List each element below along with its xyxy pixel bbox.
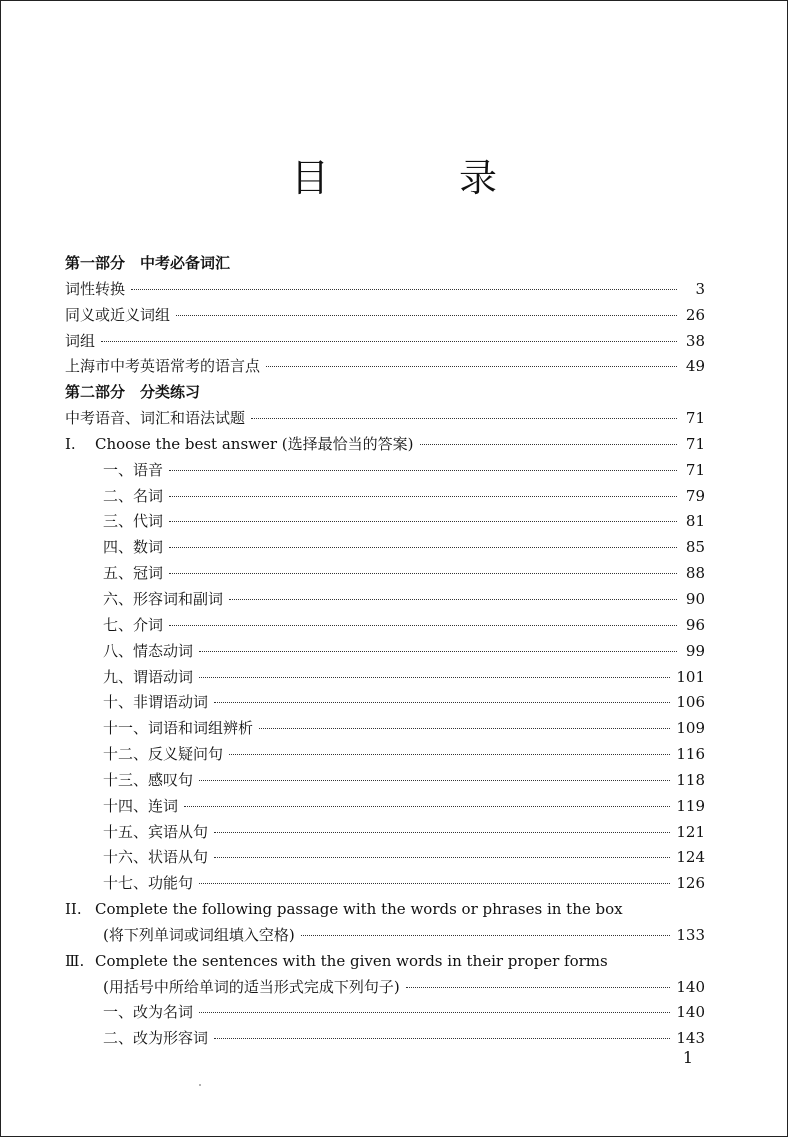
toc-page-number: 71 <box>685 460 705 479</box>
toc-entry <box>65 613 705 639</box>
toc-page-number: 85 <box>685 538 705 557</box>
toc-entry-label: 十、非谓语动词 <box>103 693 209 712</box>
toc-entry-label: 十五、宾语从句 <box>103 822 209 841</box>
toc-entry-label: 四、数词 <box>103 538 164 557</box>
toc-page-number: 121 <box>676 822 705 841</box>
dot-leader <box>199 780 670 781</box>
dot-leader <box>214 1038 670 1039</box>
toc-page-number: 124 <box>676 848 705 867</box>
toc-entry <box>65 975 705 1001</box>
toc-page-number: 90 <box>685 589 705 608</box>
toc-entry <box>65 484 705 510</box>
toc-entry-label: 十六、状语从句 <box>103 848 209 867</box>
dot-leader <box>176 315 677 316</box>
toc-entry-number: Ⅲ. <box>65 951 85 970</box>
toc-page-number: 26 <box>685 305 705 324</box>
toc-entry-label: 十三、感叹句 <box>103 770 194 789</box>
toc-entry-label: 九、谓语动词 <box>103 667 194 686</box>
toc-entry-label: 六、形容词和副词 <box>103 589 224 608</box>
toc-page-number: 119 <box>676 796 705 815</box>
toc-entry-label: 二、名词 <box>103 486 164 505</box>
toc-entry-label: 十四、连词 <box>103 796 179 815</box>
toc-entry-label: 上海市中考英语常考的语言点 <box>65 357 261 376</box>
toc-entry-label: 一、语音 <box>103 460 164 479</box>
toc-entry <box>65 768 705 794</box>
toc-entry <box>65 303 705 329</box>
toc-page-number: 71 <box>685 434 705 453</box>
toc-entry-number: I. <box>65 434 76 453</box>
toc-entry <box>65 871 705 897</box>
toc-page-number: 140 <box>676 977 705 996</box>
dot-leader <box>131 289 677 290</box>
toc-entry <box>65 1000 705 1026</box>
toc-entry <box>65 509 705 535</box>
toc-entry <box>65 1026 705 1052</box>
toc-entry <box>65 561 705 587</box>
dot-leader <box>169 573 677 574</box>
toc-page-number: 81 <box>685 512 705 531</box>
scan-speck <box>199 1084 201 1086</box>
dot-leader <box>169 470 677 471</box>
toc-entry-label: 七、介词 <box>103 615 164 634</box>
dot-leader <box>199 677 670 678</box>
toc-entry-label: 中考语音、词汇和语法试题 <box>65 409 246 428</box>
toc-entry <box>65 587 705 613</box>
dot-leader <box>169 496 677 497</box>
dot-leader <box>214 702 670 703</box>
dot-leader <box>184 806 670 807</box>
toc-page-number: 140 <box>676 1003 705 1022</box>
toc-entry-label: Complete the following passage with the words or phrases in the box <box>95 900 623 919</box>
dot-leader <box>214 857 670 858</box>
toc-page-number: 101 <box>676 667 705 686</box>
toc-page-number: 38 <box>685 331 705 350</box>
toc-entry-label: 第一部分 中考必备词汇 <box>65 254 231 272</box>
toc-entry <box>65 432 705 458</box>
toc-entry <box>65 923 705 949</box>
toc-entry <box>65 535 705 561</box>
toc-entry <box>65 949 705 975</box>
toc-page-number: 99 <box>685 641 705 660</box>
toc-section-heading <box>65 251 705 277</box>
dot-leader <box>169 625 677 626</box>
toc-entry <box>65 639 705 665</box>
toc-entry-label: Choose the best answer (选择最恰当的答案) <box>95 434 414 453</box>
toc-page-number: 143 <box>676 1029 705 1048</box>
toc-page-number: 109 <box>676 719 705 738</box>
toc-entry-label: 十七、功能句 <box>103 874 194 893</box>
toc-entry-label: 词组 <box>65 331 96 350</box>
toc-entry-label: 十一、词语和词组辨析 <box>103 719 254 738</box>
toc-page-number: 88 <box>685 564 705 583</box>
toc-entry <box>65 742 705 768</box>
dot-leader <box>406 987 671 988</box>
dot-leader <box>229 754 670 755</box>
dot-leader <box>199 883 670 884</box>
toc-entry-label: 二、改为形容词 <box>103 1029 209 1048</box>
page-title: 目 录 <box>290 156 543 200</box>
toc-entry-label: 五、冠词 <box>103 564 164 583</box>
toc-page-number: 3 <box>695 279 705 298</box>
dot-leader <box>169 547 677 548</box>
toc-page-number: 126 <box>676 874 705 893</box>
toc-entry <box>65 794 705 820</box>
toc-entry <box>65 845 705 871</box>
dot-leader <box>229 599 677 600</box>
toc-entry <box>65 897 705 923</box>
toc-entry <box>65 665 705 691</box>
dot-leader <box>214 832 670 833</box>
toc-entry-label: (用括号中所给单词的适当形式完成下列句子) <box>103 977 400 996</box>
toc-entry-label: 词性转换 <box>65 279 126 298</box>
toc-entry-label: 第二部分 分类练习 <box>65 383 201 402</box>
toc-entry <box>65 406 705 432</box>
page-number: 1 <box>682 1048 693 1067</box>
toc-entry <box>65 820 705 846</box>
table-of-contents <box>65 251 705 1052</box>
dot-leader <box>259 728 670 729</box>
toc-entry-label: 八、情态动词 <box>103 641 194 660</box>
toc-entry-number: II. <box>65 900 82 919</box>
dot-leader <box>266 366 677 367</box>
toc-section-heading <box>65 380 705 406</box>
toc-entry-label: 十二、反义疑问句 <box>103 745 224 764</box>
toc-page-number: 118 <box>676 770 705 789</box>
toc-entry-label: 一、改为名词 <box>103 1003 194 1022</box>
toc-entry <box>65 458 705 484</box>
toc-page-number: 79 <box>685 486 705 505</box>
dot-leader <box>101 341 677 342</box>
toc-page-number: 106 <box>676 693 705 712</box>
dot-leader <box>251 418 677 419</box>
dot-leader <box>301 935 671 936</box>
toc-entry-label: 同义或近义词组 <box>65 305 171 324</box>
dot-leader <box>199 651 677 652</box>
dot-leader <box>169 521 677 522</box>
toc-entry <box>65 329 705 355</box>
toc-page-number: 133 <box>676 925 705 944</box>
toc-entry-label: 三、代词 <box>103 512 164 531</box>
toc-page-number: 49 <box>685 357 705 376</box>
toc-entry-label: (将下列单词或词组填入空格) <box>103 925 295 944</box>
toc-entry-label: Complete the sentences with the given words in their proper forms <box>95 951 608 970</box>
toc-entry <box>65 716 705 742</box>
toc-entry <box>65 354 705 380</box>
toc-page-number: 116 <box>676 745 705 764</box>
toc-page-number: 71 <box>685 409 705 428</box>
dot-leader <box>420 444 677 445</box>
toc-entry <box>65 690 705 716</box>
toc-entry <box>65 277 705 303</box>
dot-leader <box>199 1012 670 1013</box>
toc-page-number: 96 <box>685 615 705 634</box>
